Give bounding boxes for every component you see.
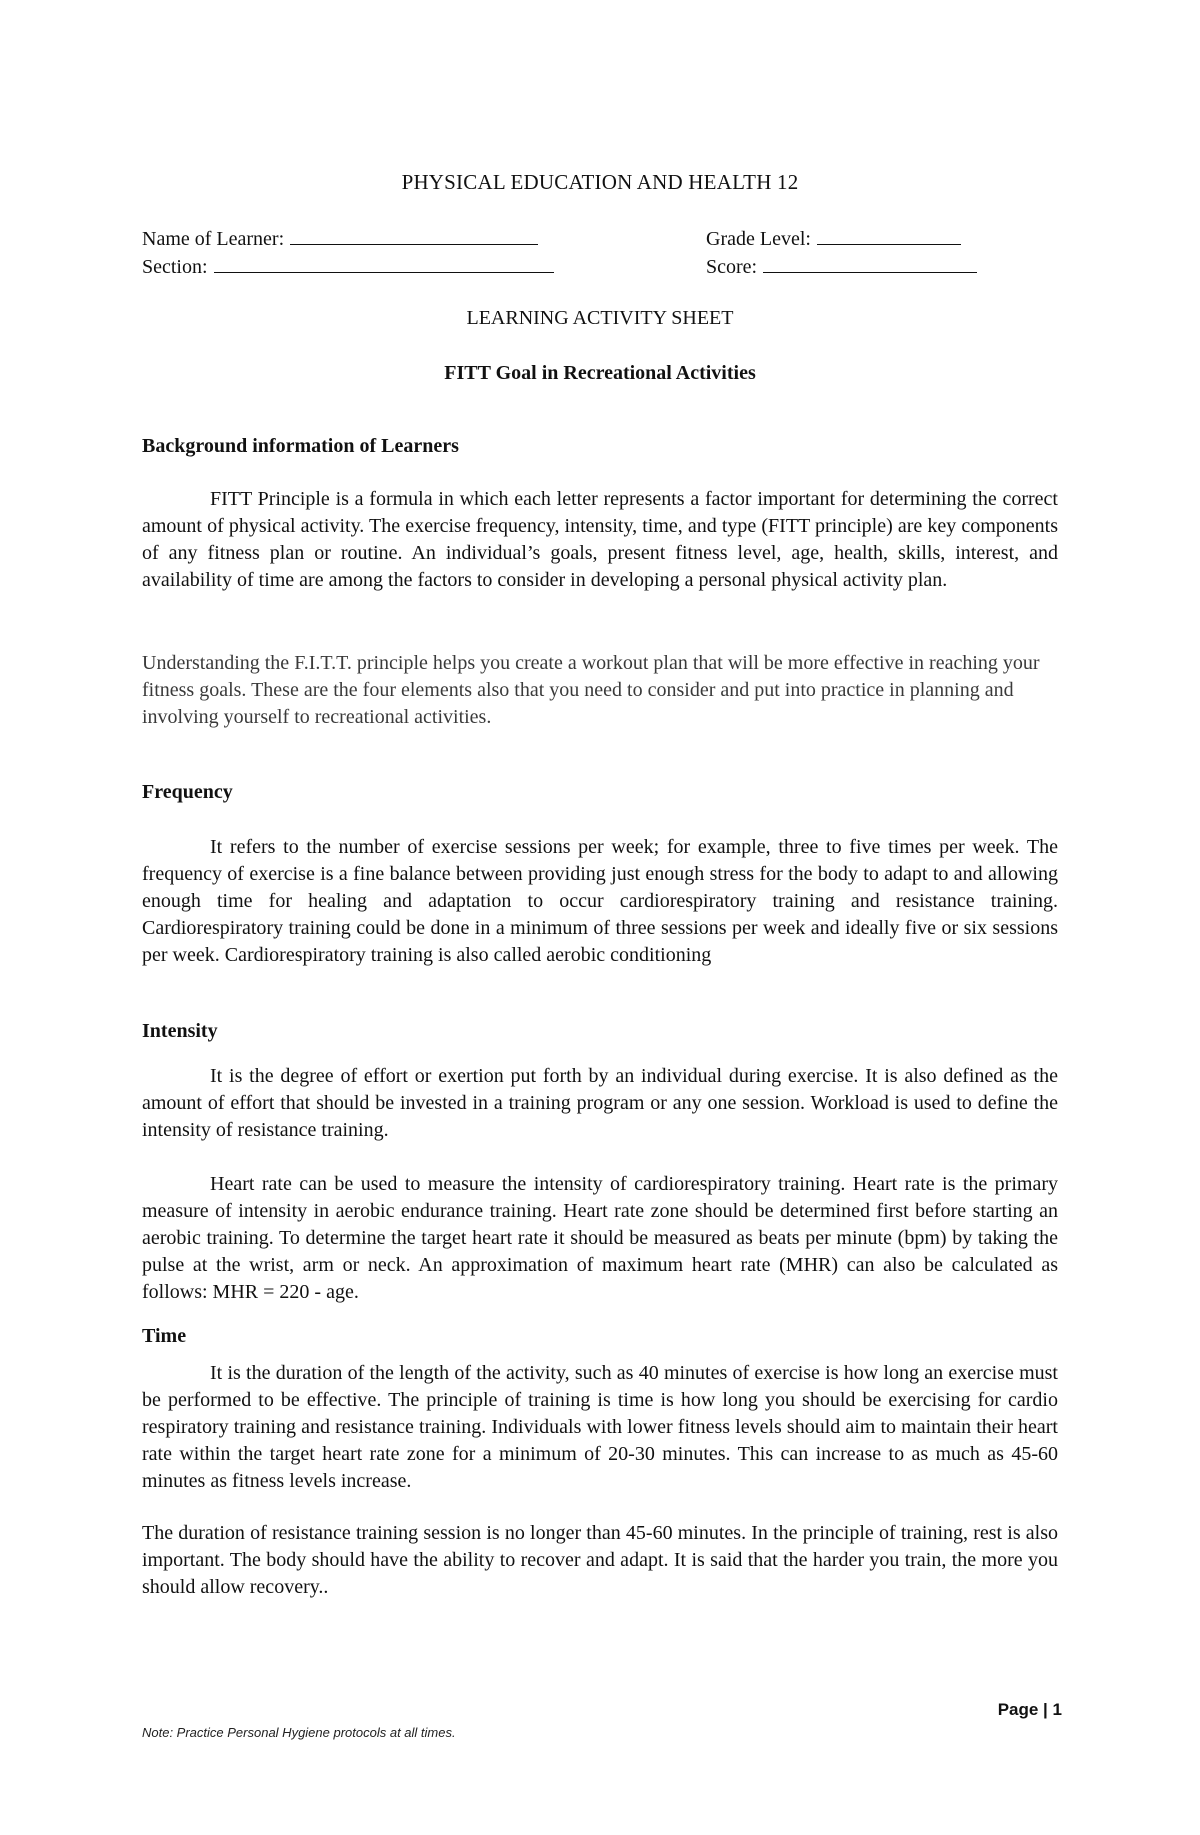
name-blank[interactable] <box>290 224 538 245</box>
sheet-topic: FITT Goal in Recreational Activities <box>444 362 756 384</box>
time-paragraph-1: It is the duration of the length of the activity, such as 40 minutes of exercise is how long an exercise must be performed to be effective. The principle of training is time is how long you should be exercising for cardio respiratory training and resistance training. Individuals with lower fitness levels should aim to maintain their heart rate within the target heart rate zone for a minimum of 20-30 minutes. This can increase to as much as 45-60 minutes as fitness levels increase. <box>142 1362 1058 1492</box>
grade-field <box>706 224 961 251</box>
grade-label: Grade Level: <box>706 228 811 250</box>
background-paragraph-2: Understanding the F.I.T.T. principle helps you create a workout plan that will be more effective in reaching your fitness goals. These are the four elements also that you need to consider and put into practice in planning and involving yourself to recreational activities. <box>142 652 1040 728</box>
page-title: PHYSICAL EDUCATION AND HEALTH 12 <box>401 170 799 194</box>
score-field <box>706 252 977 279</box>
time-paragraph-2: The duration of resistance training session is no longer than 45-60 minutes. In the principle of training, rest is also important. The body should have the ability to recover and adapt. It is said that the harder you train, the more you should allow recovery.. <box>142 1522 1058 1598</box>
page-number: Page | 1 <box>997 1700 1062 1719</box>
name-field <box>142 224 538 251</box>
section-blank[interactable] <box>214 252 554 273</box>
time-heading: Time <box>142 1325 187 1347</box>
intensity-paragraph-2: Heart rate can be used to measure the intensity of cardiorespiratory training. Heart rate is the primary measure of intensity in aerobic endurance training. Heart rate zone should be determined first before starting an aerobic training. To determine the target heart rate it should be measured as beats per minute (bpm) by taking the pulse at the wrist, arm or neck. An approximation of maximum heart rate (MHR) can also be calculated as follows: MHR = 220 - age. <box>142 1173 1058 1303</box>
section-field <box>142 252 554 279</box>
sheet-type: LEARNING ACTIVITY SHEET <box>466 307 734 329</box>
background-paragraph-1: FITT Principle is a formula in which each letter represents a factor important for determining the correct amount of physical activity. The exercise frequency, intensity, time, and type (FITT principle) are key components of any fitness plan or routine. An individual’s goals, present fitness level, age, health, skills, interest, and availability of time are among the factors to consider in developing a personal physical activity plan. <box>142 488 1058 591</box>
score-blank[interactable] <box>763 252 977 273</box>
background-heading: Background information of Learners <box>142 435 459 457</box>
frequency-paragraph: It refers to the number of exercise sessions per week; for example, three to five times per week. The frequency of exercise is a fine balance between providing just enough stress for the body to adapt to and allowing enough time for healing and adaptation to occur cardiorespiratory training and resistance training. Cardiorespiratory training could be done in a minimum of three sessions per week and ideally five or six sessions per week. Cardiorespiratory training is also called aerobic conditioning <box>142 836 1058 966</box>
intensity-paragraph-1: It is the degree of effort or exertion put forth by an individual during exercise. It is also defined as the amount of effort that should be invested in a training program or any one session. Workload is used to define the intensity of resistance training. <box>142 1065 1058 1141</box>
score-label: Score: <box>706 256 758 278</box>
footer-note: Note: Practice Personal Hygiene protocols at all times. <box>142 1725 456 1740</box>
grade-blank[interactable] <box>817 224 961 245</box>
section-label: Section: <box>142 256 208 278</box>
intensity-heading: Intensity <box>142 1020 218 1042</box>
name-label: Name of Learner: <box>142 228 285 250</box>
frequency-heading: Frequency <box>142 781 233 803</box>
